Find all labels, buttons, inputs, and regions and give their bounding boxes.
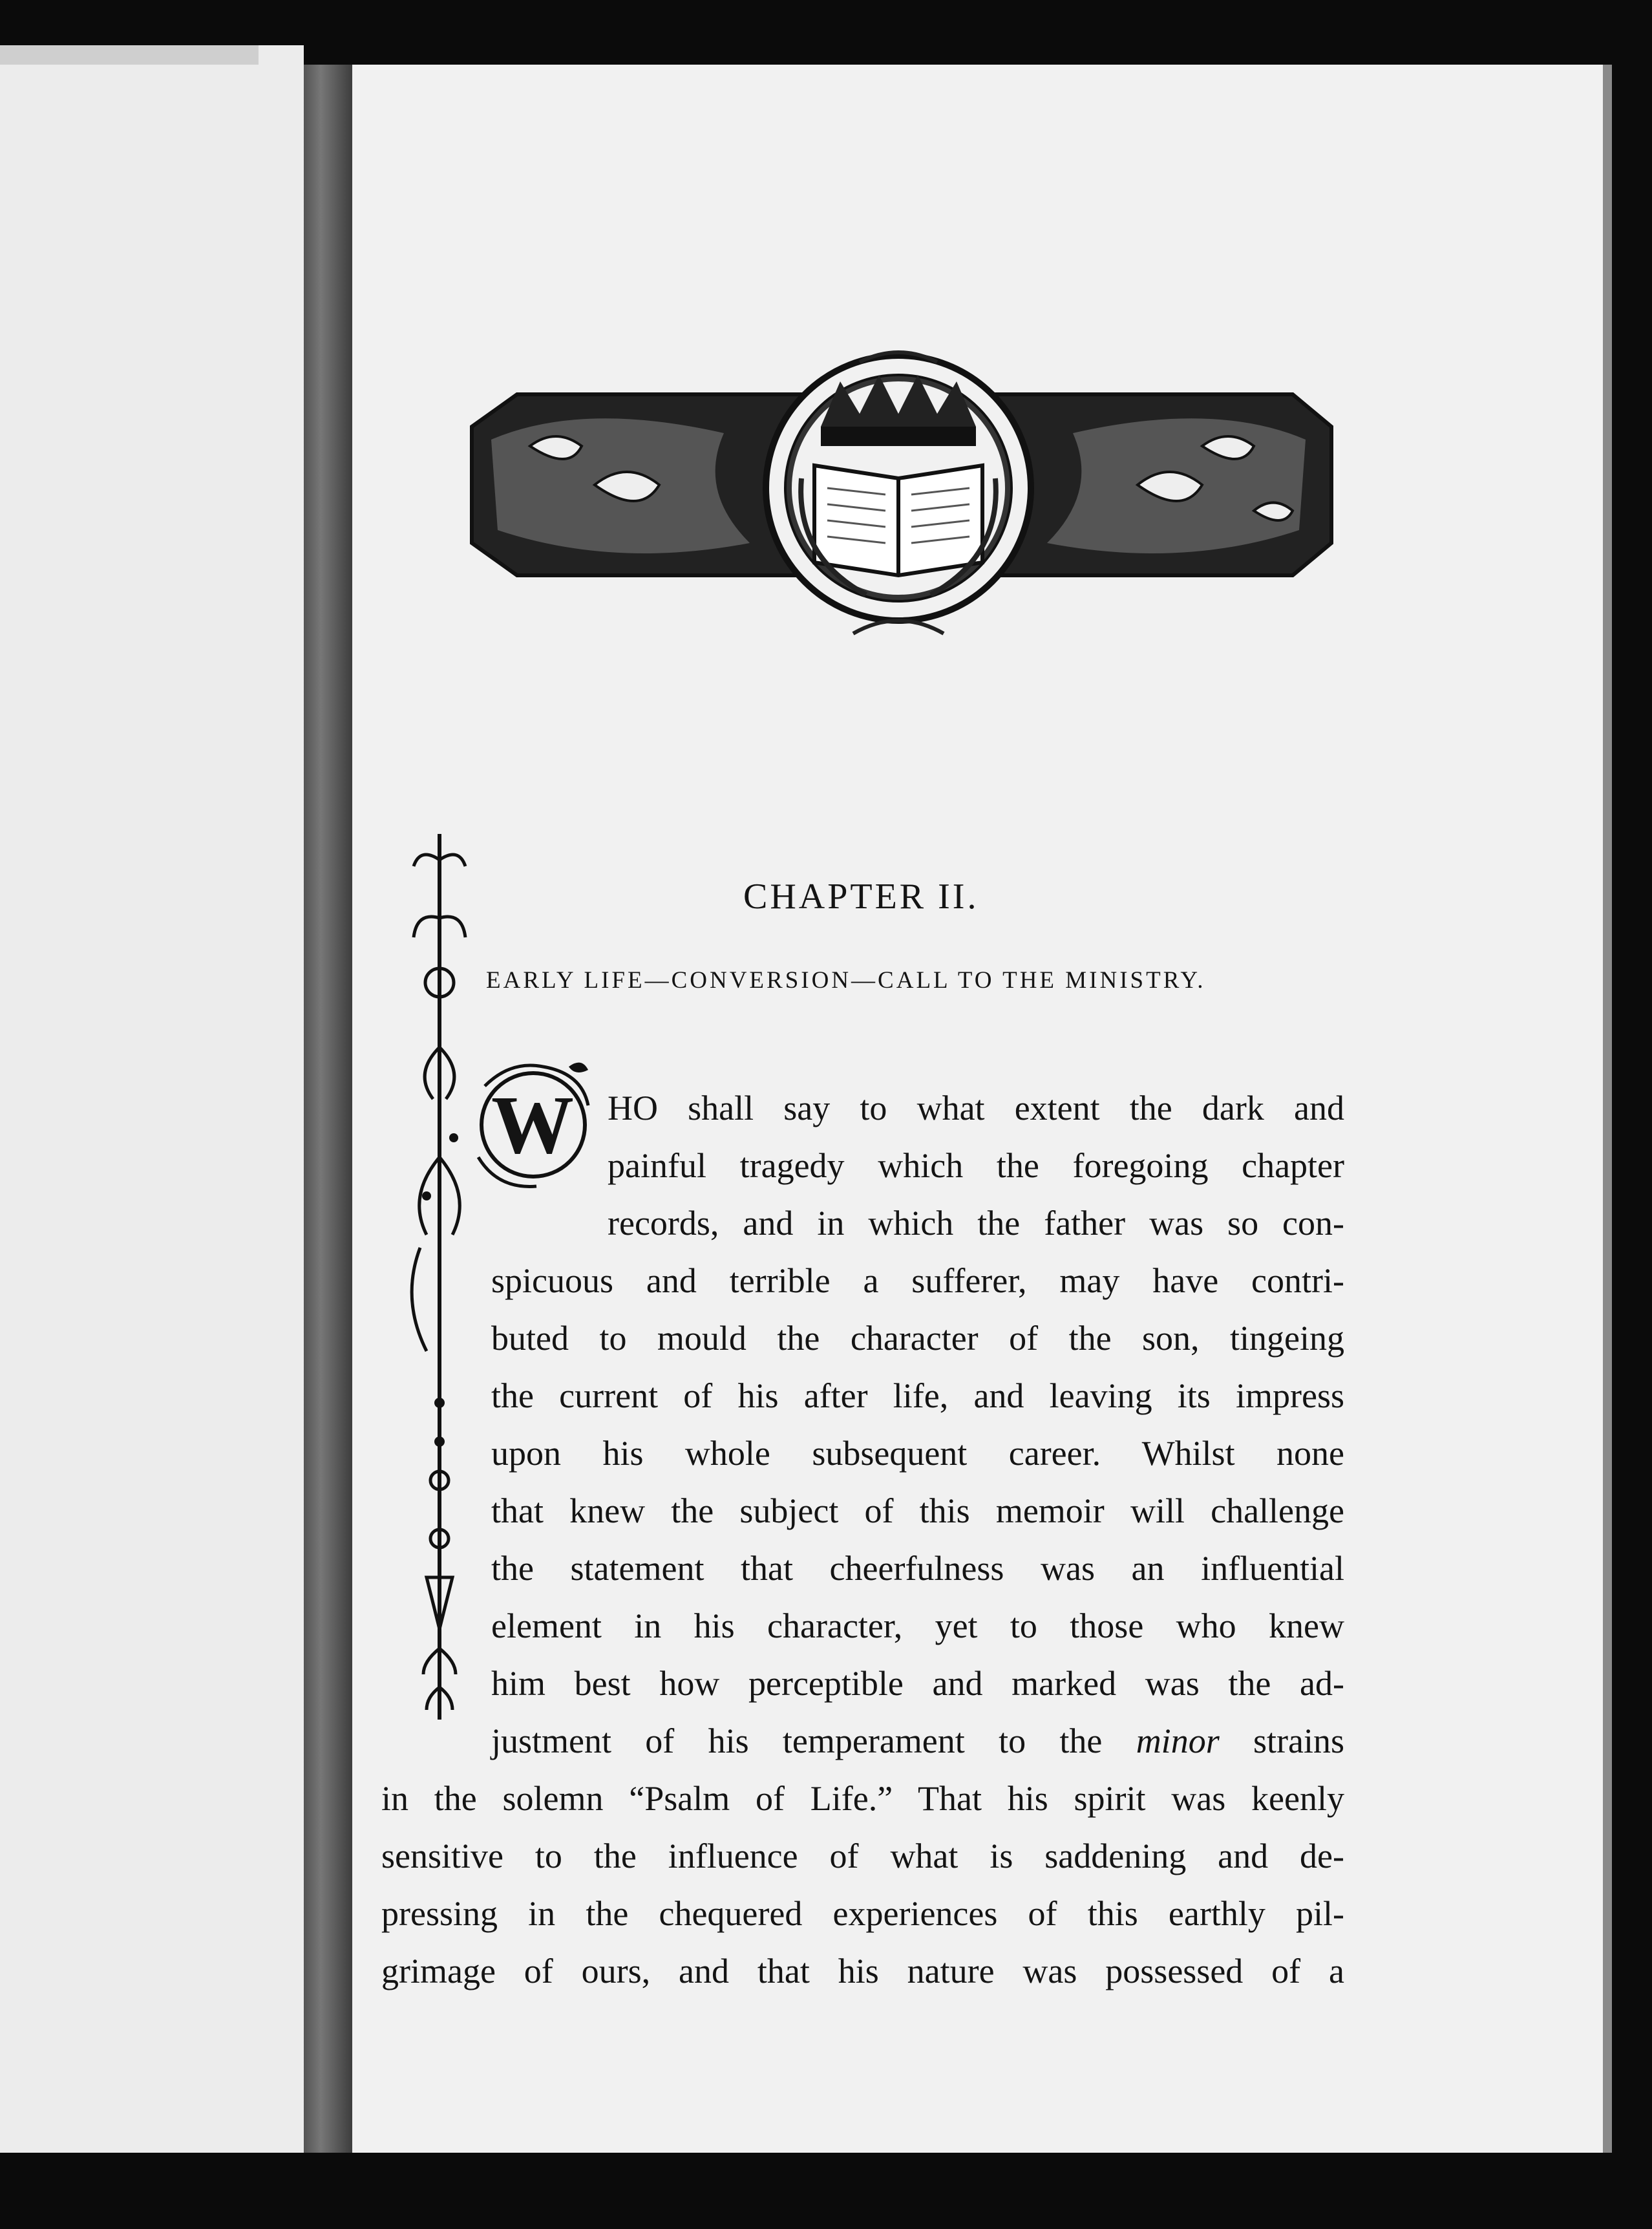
text-line: painful tragedy which the foregoing chapter (608, 1146, 1344, 1185)
drop-cap-letter: W (491, 1079, 574, 1171)
text-line: records, and in which the father was so con- (608, 1204, 1344, 1242)
left-page (0, 45, 304, 2153)
book-spine (304, 65, 352, 2153)
text-line: him best how perceptible and marked was the ad- (491, 1664, 1344, 1703)
text-line: element in his character, yet to those who knew (491, 1606, 1344, 1645)
italic-word: minor (1136, 1722, 1220, 1760)
chapter-subtitle: EARLY LIFE—CONVERSION—CALL TO THE MINISTRY. (486, 967, 1206, 994)
text-line: the statement that cheerfulness was an influential (491, 1549, 1344, 1588)
text-line: the current of his after life, and leaving its impress (491, 1376, 1344, 1415)
text-line: upon his whole subsequent career. Whilst none (491, 1434, 1344, 1473)
text-line: spicuous and terrible a sufferer, may have contri- (491, 1261, 1344, 1300)
right-page-edge (1603, 65, 1612, 2153)
text-line (381, 1712, 1344, 1770)
book-crown-vignette-icon (452, 349, 1344, 685)
text-line: buted to mould the character of the son, tingeing (491, 1319, 1344, 1358)
text-segment: justment of his temperament to the (491, 1722, 1103, 1760)
text-line: that knew the subject of this memoir will challenge (491, 1491, 1344, 1530)
text-line: pressing in the chequered experiences of this earthly pil- (381, 1894, 1344, 1933)
text-segment: strains (1253, 1722, 1345, 1760)
text-line: sensitive to the influence of what is saddening and de- (381, 1837, 1344, 1875)
text-line: HO shall say to what extent the dark and (608, 1089, 1344, 1127)
chapter-title: CHAPTER II. (743, 877, 979, 917)
chapter-body-text (381, 1080, 1344, 2000)
left-page-edge (0, 45, 259, 65)
text-line: grimage of ours, and that his nature was possessed of a (381, 1952, 1344, 1990)
text-line: in the solemn “Psalm of Life.” That his spirit was keenly (381, 1779, 1344, 1818)
